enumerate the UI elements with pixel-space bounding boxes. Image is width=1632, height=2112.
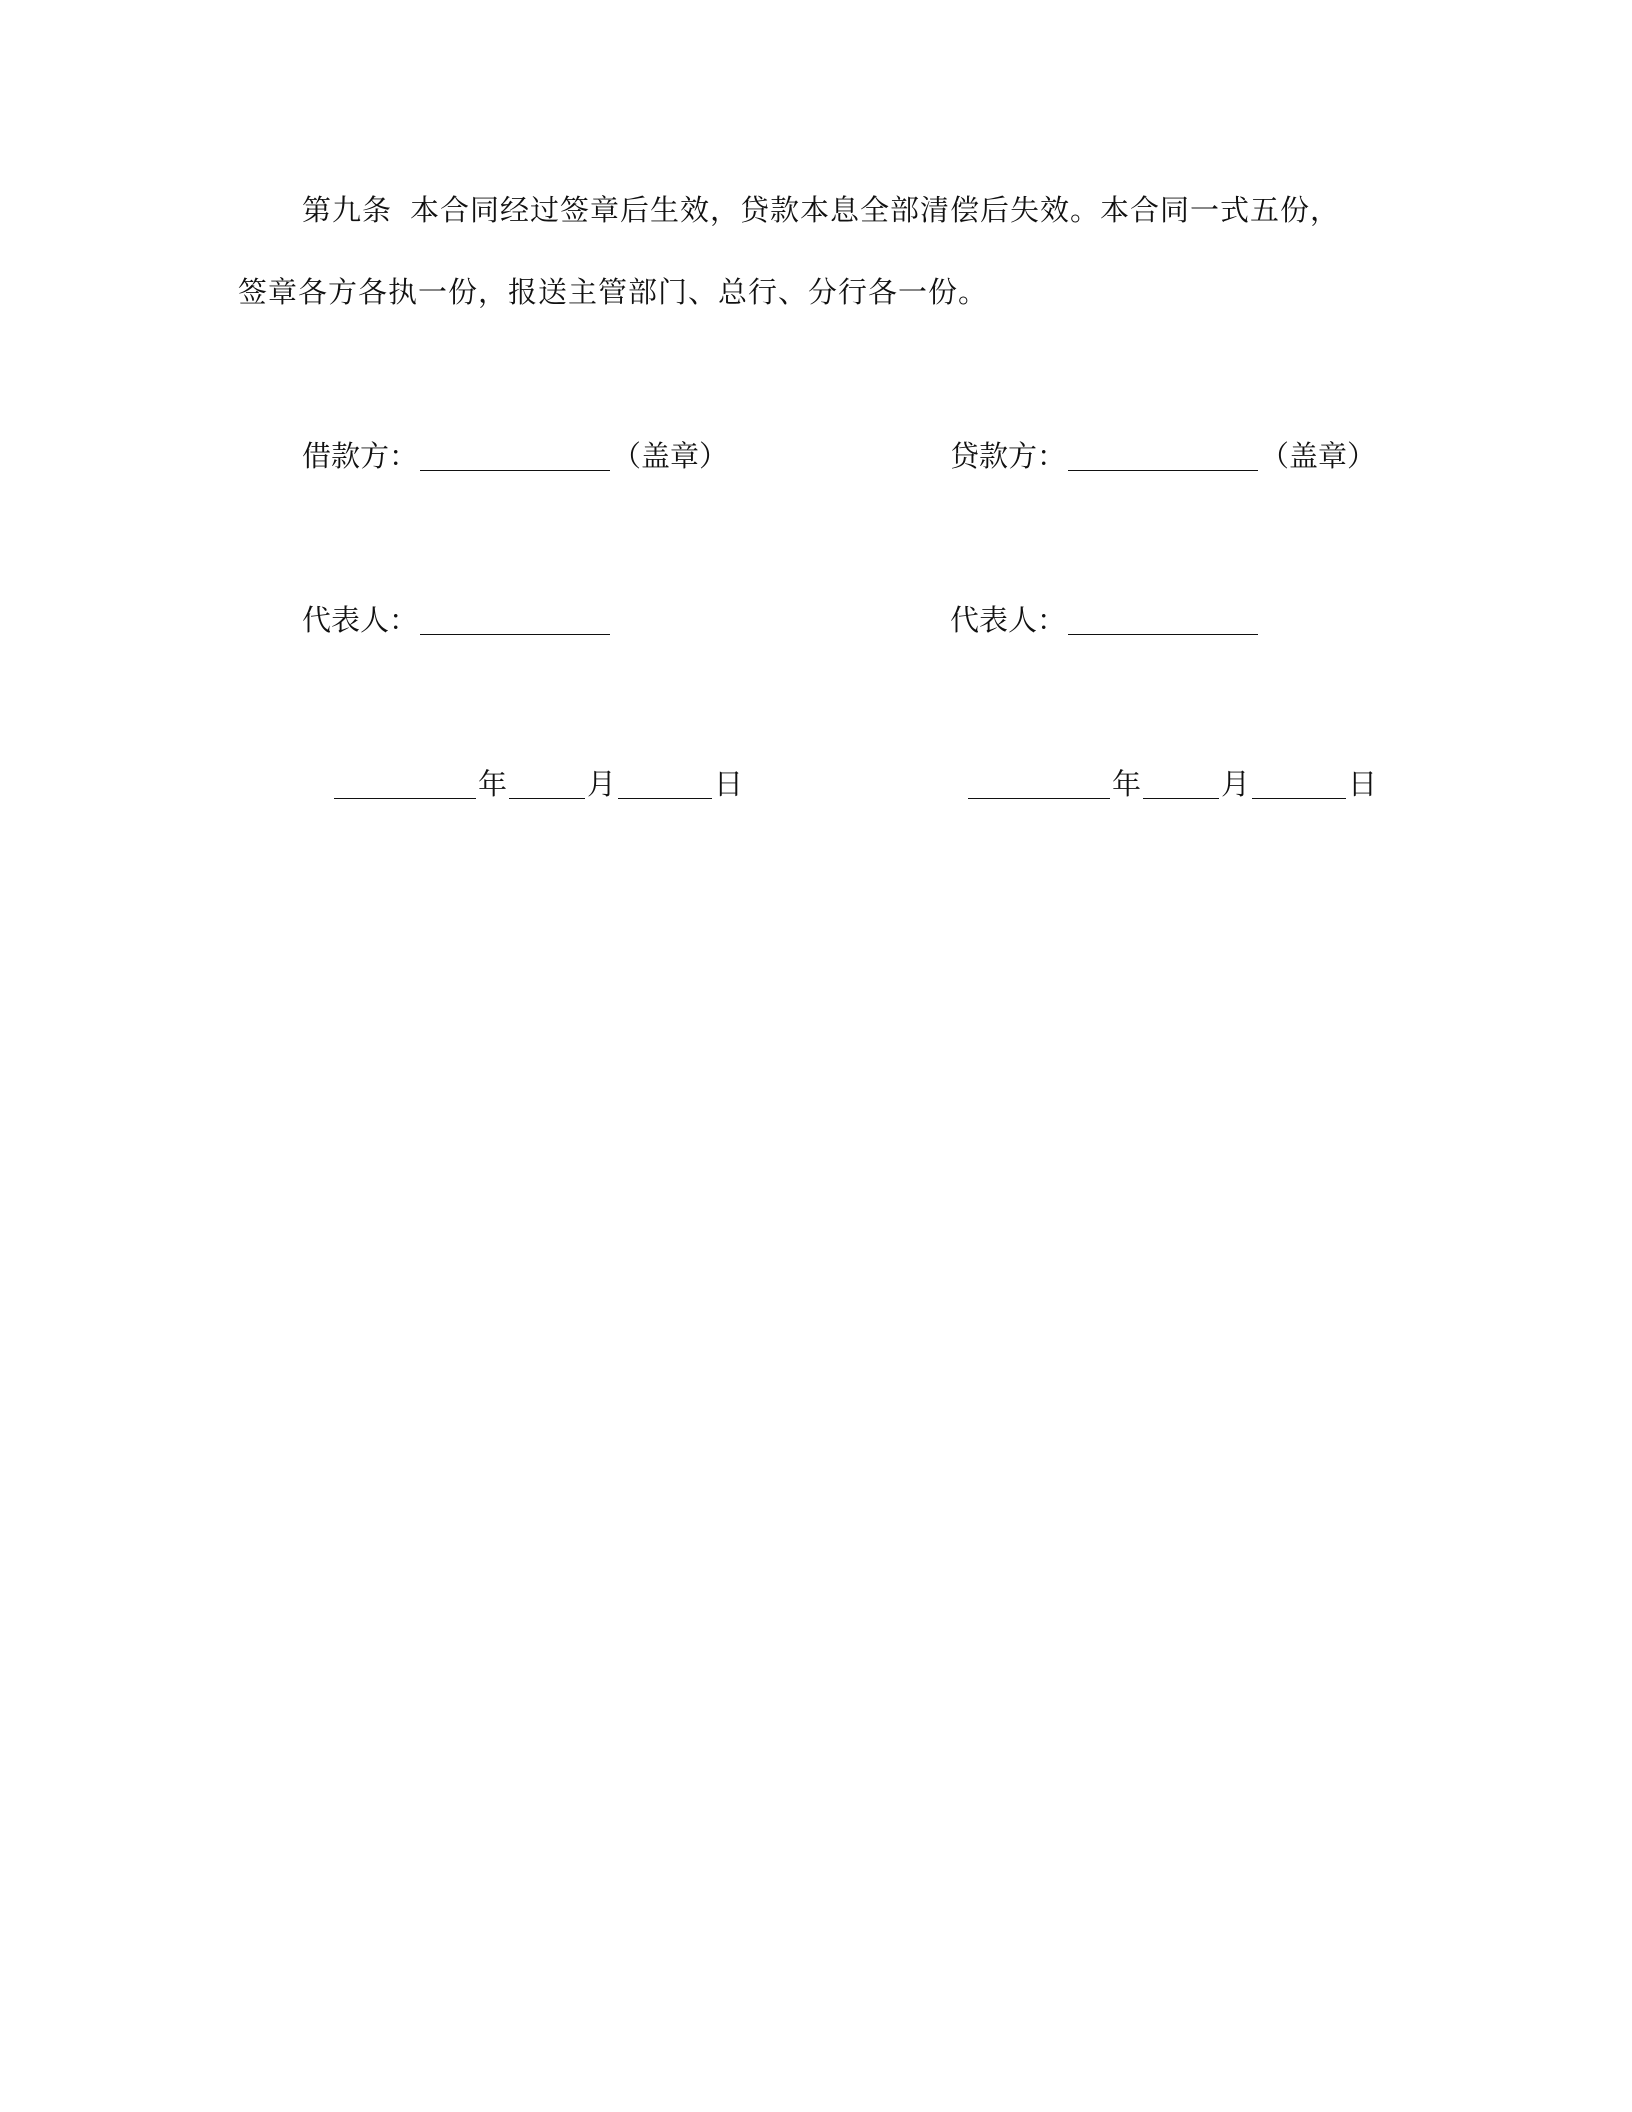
lender-seal-label: （盖章）	[1260, 439, 1377, 473]
borrower-party-label: 借款方：	[302, 439, 419, 473]
lender-representative-blank	[1068, 608, 1258, 635]
borrower-year-label: 年	[478, 767, 508, 801]
borrower-representative-blank	[420, 608, 610, 635]
borrower-seal-label: （盖章）	[612, 439, 729, 473]
lender-representative-line	[950, 603, 1260, 637]
lender-month-blank	[1143, 772, 1219, 799]
article-line-2	[238, 275, 989, 309]
lender-name-blank	[1068, 444, 1258, 471]
borrower-name-blank	[420, 444, 610, 471]
borrower-month-label: 月	[587, 767, 617, 801]
article-text-line-1: 本合同经过签章后生效，贷款本息全部清偿后失效。本合同一式五份，	[410, 193, 1341, 227]
lender-date-line	[966, 767, 1378, 801]
borrower-representative-label: 代表人：	[302, 603, 419, 637]
lender-representative-label: 代表人：	[950, 603, 1067, 637]
borrower-date-line	[332, 767, 744, 801]
article-line-1	[302, 193, 1341, 227]
article-text-line-2: 签章各方各执一份，报送主管部门、总行、分行各一份。	[238, 275, 989, 309]
borrower-month-blank	[509, 772, 585, 799]
borrower-day-label: 日	[714, 767, 744, 801]
lender-day-label: 日	[1348, 767, 1378, 801]
lender-month-label: 月	[1221, 767, 1251, 801]
borrower-representative-line	[302, 603, 612, 637]
lender-day-blank	[1252, 772, 1346, 799]
borrower-party-line	[302, 439, 729, 473]
article-number: 第九条	[302, 193, 393, 227]
lender-year-blank	[968, 772, 1110, 799]
lender-year-label: 年	[1112, 767, 1142, 801]
borrower-day-blank	[618, 772, 712, 799]
lender-party-line	[950, 439, 1377, 473]
lender-party-label: 贷款方：	[950, 439, 1067, 473]
borrower-year-blank	[334, 772, 476, 799]
